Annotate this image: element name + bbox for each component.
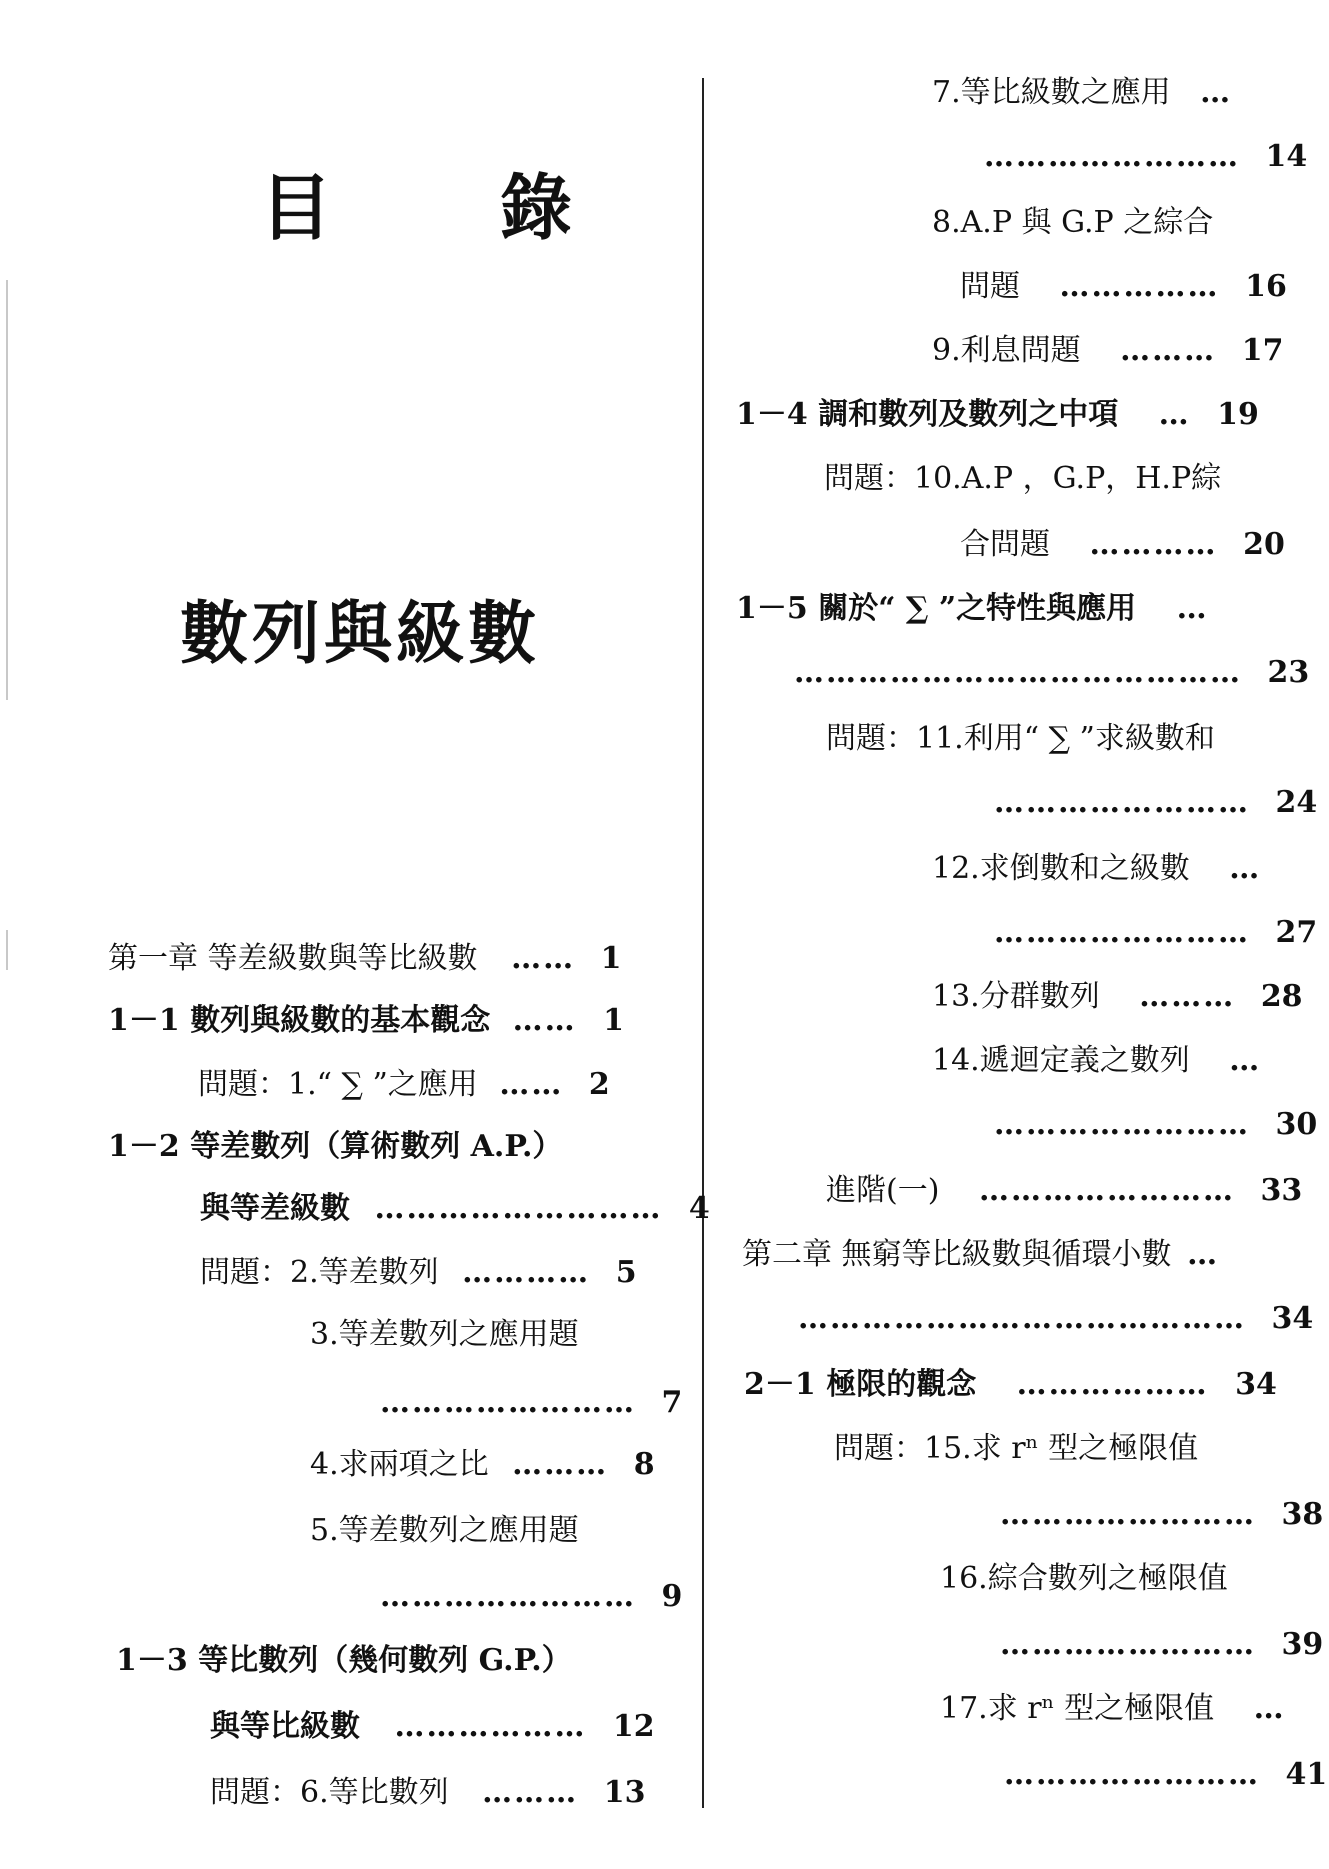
toc-leader-dots: … (1187, 1237, 1220, 1272)
toc-leader-dots: …… (511, 941, 576, 976)
toc-entry-label: 16.綜合數列之極限值 (940, 1561, 1228, 1596)
toc-leader-dots: …………………………………… (794, 655, 1242, 690)
scan-edge-mark (6, 930, 8, 970)
toc-entry-label: 第一章 等差級數與等比級數 (108, 941, 478, 976)
toc-page-number: 4 (688, 1191, 710, 1226)
toc-leader-dots: ……… (1139, 979, 1236, 1014)
scan-edge-mark (6, 280, 8, 700)
toc-page-number: 19 (1217, 397, 1259, 432)
toc-entry-section-1-1[interactable] (108, 1002, 624, 1040)
toc-entry-label: 9.利息問題 (932, 333, 1081, 368)
toc-entry-label: 7.等比級數之應用 (932, 75, 1171, 110)
toc-entry-problem-4[interactable] (310, 1446, 655, 1484)
toc-page-number: 23 (1267, 655, 1310, 690)
toc-leader-dots: …………………… (994, 915, 1250, 950)
toc-leader-dots: …………………… (994, 1107, 1250, 1142)
toc-leader-dots: ……… (1120, 333, 1217, 368)
toc-leader-dots: ……… (482, 1775, 579, 1810)
toc-page-number: 38 (1281, 1497, 1324, 1532)
toc-entry-section-1-5[interactable] (736, 590, 1209, 628)
toc-entry-label: 第二章 無窮等比級數與循環小數 (742, 1237, 1172, 1272)
toc-entry-problem-14[interactable] (932, 1042, 1261, 1080)
toc-leader-dots: …………………… (380, 1579, 636, 1614)
toc-page-number: 30 (1275, 1107, 1318, 1142)
toc-entry-label: 問題：2.等差數列 (200, 1255, 439, 1290)
toc-entry-problem-17[interactable] (940, 1690, 1286, 1728)
toc-entry-problem-3-page[interactable] (380, 1384, 682, 1422)
toc-entry-problem-17-page[interactable] (1004, 1756, 1327, 1794)
toc-entry-problem-10-cont[interactable] (960, 526, 1285, 564)
toc-entry-section-1-2[interactable] (108, 1128, 562, 1166)
toc-entry-problem-3[interactable] (310, 1316, 579, 1354)
toc-entry-chapter-2-page[interactable] (798, 1300, 1313, 1338)
toc-entry-section-1-2-cont[interactable] (200, 1190, 710, 1228)
toc-entry-label: 1－5 關於“ ∑ ”之特性與應用 (736, 591, 1137, 626)
toc-page-number: 34 (1271, 1301, 1314, 1336)
toc-entry-problem-16[interactable] (940, 1560, 1228, 1598)
toc-entry-section-1-3[interactable] (116, 1642, 572, 1680)
toc-entry-problem-5[interactable] (310, 1512, 579, 1550)
page-title: 目 錄 (260, 166, 621, 250)
toc-entry-label: 問題：15.求 rⁿ 型之極限值 (834, 1431, 1199, 1466)
toc-entry-problem-12[interactable] (932, 850, 1261, 888)
column-divider (702, 78, 704, 1808)
toc-leader-dots: …………………… (984, 139, 1240, 174)
toc-entry-problem-7-page[interactable] (984, 138, 1307, 176)
toc-entry-label: 3.等差數列之應用題 (310, 1317, 579, 1352)
toc-leader-dots: …………… (1059, 269, 1220, 304)
toc-page-number: 9 (661, 1579, 683, 1614)
toc-entry-label: 1－3 等比數列（幾何數列 G.P.） (116, 1643, 572, 1678)
toc-leader-dots: …………………… (380, 1385, 636, 1420)
toc-entry-problem-12-page[interactable] (994, 914, 1317, 952)
toc-page-number: 17 (1241, 333, 1284, 368)
toc-entry-problem-6[interactable] (210, 1774, 645, 1812)
toc-entry-label: 合問題 (960, 527, 1050, 562)
toc-entry-label: 與等比級數 (210, 1709, 360, 1744)
toc-leader-dots: ……… (512, 1447, 609, 1482)
toc-entry-problem-8-cont[interactable] (960, 268, 1287, 306)
toc-entry-label: 5.等差數列之應用題 (310, 1513, 579, 1548)
toc-entry-problem-15[interactable] (834, 1430, 1198, 1468)
toc-leader-dots: …………………… (1000, 1497, 1256, 1532)
toc-entry-label: 12.求倒數和之級數 (932, 851, 1190, 886)
toc-entry-label: 問題 (960, 269, 1020, 304)
toc-entry-label: 1－2 等差數列（算術數列 A.P.） (108, 1129, 563, 1164)
toc-entry-section-1-5-page[interactable] (794, 654, 1309, 692)
toc-page-number: 8 (633, 1447, 655, 1482)
book-subject-title: 數列與級數 (180, 595, 541, 674)
toc-entry-section-1-3-cont[interactable] (210, 1708, 655, 1746)
toc-leader-dots: …………………… (994, 785, 1250, 820)
toc-leader-dots: … (1200, 75, 1233, 110)
toc-leader-dots: … (1253, 1691, 1286, 1726)
toc-page-number: 5 (615, 1255, 637, 1290)
toc-entry-section-1-4[interactable] (736, 396, 1259, 434)
toc-page-number: 16 (1245, 269, 1287, 304)
toc-entry-section-2-1[interactable] (744, 1366, 1277, 1404)
toc-leader-dots: … (1229, 1043, 1262, 1078)
toc-entry-label: 2－1 極限的觀念 (744, 1367, 977, 1402)
toc-leader-dots: ……………………… (374, 1191, 663, 1226)
toc-entry-chapter-2[interactable] (742, 1236, 1219, 1274)
toc-page-number: 20 (1243, 527, 1285, 562)
toc-entry-label: 與等差級數 (200, 1191, 350, 1226)
toc-page-number: 13 (603, 1775, 646, 1810)
toc-entry-problem-8[interactable] (932, 204, 1213, 242)
toc-page-number: 1 (600, 941, 622, 976)
toc-entry-chapter-1[interactable] (108, 940, 622, 978)
toc-leader-dots: ………… (462, 1255, 591, 1290)
toc-page-number: 1 (603, 1003, 624, 1038)
toc-entry-problem-7[interactable] (932, 74, 1232, 112)
toc-entry-problem-5-page[interactable] (380, 1578, 682, 1616)
toc-entry-label: 17.求 rⁿ 型之極限值 (940, 1691, 1215, 1726)
toc-leader-dots: … (1158, 397, 1191, 432)
toc-entry-advanced-1[interactable] (826, 1172, 1302, 1210)
toc-page-number: 27 (1275, 915, 1318, 950)
toc-leader-dots: …… (499, 1067, 564, 1102)
toc-page-number: 7 (661, 1385, 683, 1420)
toc-leader-dots: ……………… (1016, 1367, 1209, 1402)
toc-entry-problem-16-page[interactable] (1000, 1626, 1323, 1664)
toc-entry-label: 問題：10.A.P ，G.P，H.P綜 (824, 461, 1222, 496)
toc-leader-dots: … (1229, 851, 1262, 886)
toc-page-number: 39 (1281, 1627, 1324, 1662)
toc-leader-dots: …………………… (978, 1173, 1235, 1208)
toc-page-number: 28 (1260, 979, 1303, 1014)
toc-page-number: 24 (1275, 785, 1318, 820)
toc-entry-problem-9[interactable] (932, 332, 1283, 370)
toc-entry-problem-11-page[interactable] (994, 784, 1317, 822)
toc-leader-dots: …………………… (1000, 1627, 1256, 1662)
toc-entry-label: 1－1 數列與級數的基本觀念 (108, 1003, 491, 1038)
toc-entry-label: 8.A.P 與 G.P 之綜合 (932, 205, 1214, 240)
toc-page-number: 34 (1235, 1367, 1277, 1402)
toc-entry-label: 進階(一) (826, 1173, 940, 1208)
toc-leader-dots: …… (512, 1003, 577, 1038)
toc-entry-problem-14-page[interactable] (994, 1106, 1317, 1144)
toc-page-number: 41 (1285, 1757, 1328, 1792)
toc-entry-problem-1[interactable] (198, 1066, 610, 1104)
toc-entry-problem-11[interactable] (826, 720, 1215, 758)
toc-page-number: 2 (588, 1067, 610, 1102)
toc-leader-dots: …………………………………… (798, 1301, 1246, 1336)
toc-entry-label: 13.分群數列 (932, 979, 1100, 1014)
toc-leader-dots: …………………… (1004, 1757, 1260, 1792)
toc-entry-label: 問題：6.等比數列 (210, 1775, 449, 1810)
toc-page-number: 14 (1265, 139, 1308, 174)
toc-entry-problem-2[interactable] (200, 1254, 637, 1292)
toc-entry-problem-15-page[interactable] (1000, 1496, 1323, 1534)
toc-entry-label: 1－4 調和數列及數列之中項 (736, 397, 1119, 432)
toc-entry-problem-13[interactable] (932, 978, 1303, 1016)
toc-entry-label: 4.求兩項之比 (310, 1447, 489, 1482)
toc-page-number: 33 (1260, 1173, 1303, 1208)
toc-entry-problem-10[interactable] (824, 460, 1221, 498)
toc-page-number: 12 (612, 1709, 655, 1744)
toc-leader-dots: ……………… (394, 1709, 587, 1744)
toc-leader-dots: ………… (1089, 527, 1218, 562)
toc-leader-dots: … (1176, 591, 1209, 626)
toc-entry-label: 問題：1.“ ∑ ”之應用 (198, 1067, 478, 1102)
toc-entry-label: 14.遞迴定義之數列 (932, 1043, 1190, 1078)
toc-entry-label: 問題：11.利用“ ∑ ”求級數和 (826, 721, 1215, 756)
